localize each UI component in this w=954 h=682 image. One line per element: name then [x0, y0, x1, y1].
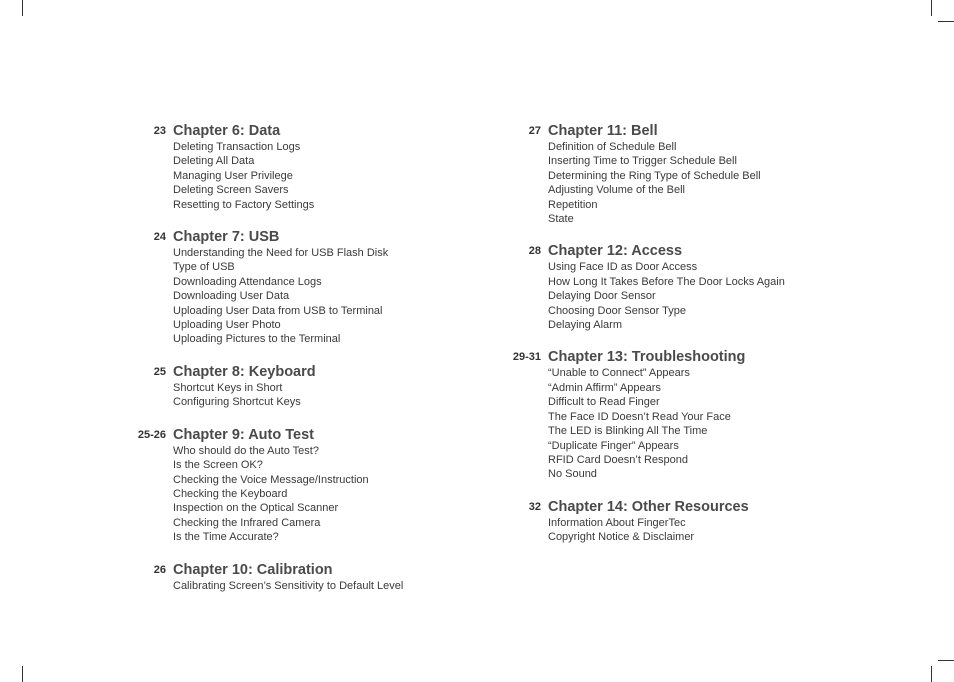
toc-item[interactable]: Uploading User Data from USB to Terminal	[173, 304, 383, 317]
page-number: 25-26	[137, 428, 166, 441]
toc-item[interactable]: Using Face ID as Door Access	[548, 261, 698, 274]
toc-item[interactable]: Delaying Alarm	[548, 319, 622, 332]
crop-mark-bottom-left	[22, 666, 23, 682]
toc-item[interactable]: Information About FingerTec	[548, 516, 686, 529]
toc-item[interactable]: RFID Card Doesn’t Respond	[548, 453, 689, 466]
toc-item[interactable]: Configuring Shortcut Keys	[173, 396, 301, 409]
toc-chapter-11[interactable]	[505, 121, 835, 226]
page-number: 29-31	[512, 351, 541, 364]
chapter-title[interactable]: Chapter 12: Access	[548, 243, 683, 260]
chapter-title[interactable]: Chapter 11: Bell	[548, 123, 658, 139]
toc-item[interactable]: Checking the Voice Message/Instruction	[173, 473, 369, 486]
toc-item[interactable]: Copyright Notice & Disclaimer	[548, 531, 695, 544]
page-number: 25	[153, 365, 166, 378]
toc-chapter-13[interactable]	[505, 347, 835, 481]
toc-item[interactable]: Definition of Schedule Bell	[548, 141, 677, 153]
toc-item[interactable]: Understanding the Need for USB Flash Disk	[173, 247, 389, 260]
crop-mark-bottom-right-vertical	[931, 666, 932, 682]
chapter-title[interactable]: Chapter 7: USB	[173, 229, 280, 246]
chapter-title[interactable]: Chapter 14: Other Resources	[548, 498, 749, 515]
toc-item[interactable]: Inserting Time to Trigger Schedule Bell	[548, 155, 737, 168]
toc-chapter-8[interactable]	[130, 362, 460, 410]
toc-item[interactable]: The LED is Blinking All The Time	[548, 425, 708, 438]
toc-item[interactable]: Is the Screen OK?	[173, 459, 263, 472]
toc-item[interactable]: Managing User Privilege	[173, 169, 293, 182]
toc-chapter-6[interactable]	[130, 121, 460, 212]
toc-item[interactable]: Determining the Ring Type of Schedule Bell	[548, 169, 761, 182]
toc-item[interactable]: Difficult to Read Finger	[548, 396, 660, 409]
toc-item[interactable]: Downloading Attendance Logs	[173, 275, 322, 288]
page-number: 23	[153, 125, 166, 137]
toc-chapter-9[interactable]	[130, 425, 460, 545]
chapter-title[interactable]: Chapter 6: Data	[173, 123, 281, 139]
chapter-title[interactable]: Chapter 8: Keyboard	[173, 363, 316, 380]
toc-chapter-14[interactable]	[505, 497, 835, 545]
toc-item[interactable]: Checking the Infrared Camera	[173, 516, 321, 529]
toc-item[interactable]: The Face ID Doesn’t Read Your Face	[548, 410, 731, 423]
toc-item[interactable]: Shortcut Keys in Short	[173, 381, 283, 394]
toc-chapter-12[interactable]	[505, 241, 835, 332]
toc-item[interactable]: Deleting Transaction Logs	[173, 141, 301, 153]
toc-item[interactable]: How Long It Takes Before The Door Locks Again	[548, 275, 785, 288]
crop-mark-top-right-vertical	[931, 0, 932, 16]
chapter-title[interactable]: Chapter 9: Auto Test	[173, 426, 314, 443]
page-number: 28	[528, 245, 541, 258]
toc-right-column	[505, 120, 835, 545]
crop-mark-top-right-horizontal	[938, 21, 954, 22]
toc-item[interactable]: Uploading User Photo	[173, 319, 281, 332]
page-number: 27	[528, 125, 541, 137]
toc-item[interactable]: Choosing Door Sensor Type	[548, 304, 686, 317]
page-number: 32	[528, 500, 541, 513]
toc-item[interactable]: Uploading Pictures to the Terminal	[173, 333, 341, 346]
toc-chapter-10[interactable]	[130, 560, 460, 593]
toc-item[interactable]: Checking the Keyboard	[173, 487, 288, 500]
crop-mark-bottom-right-horizontal	[938, 660, 954, 661]
toc-item[interactable]: No Sound	[548, 468, 597, 481]
page-number: 24	[153, 231, 166, 244]
toc-item[interactable]: “Duplicate Finger” Appears	[548, 439, 679, 452]
toc-item[interactable]: Who should do the Auto Test?	[173, 444, 319, 457]
toc-item[interactable]: Delaying Door Sensor	[548, 290, 656, 303]
toc-item[interactable]: Calibrating Screen’s Sensitivity to Default Level	[173, 579, 404, 592]
toc-item[interactable]: Inspection on the Optical Scanner	[173, 502, 339, 515]
toc-item[interactable]: State	[548, 213, 574, 226]
chapter-title[interactable]: Chapter 13: Troubleshooting	[548, 349, 746, 366]
toc-left-column	[130, 120, 460, 593]
toc-item[interactable]: “Unable to Connect” Appears	[548, 367, 690, 380]
toc-item[interactable]: Repetition	[548, 198, 598, 211]
toc-item[interactable]: Downloading User Data	[173, 290, 290, 303]
toc-item[interactable]: Deleting Screen Savers	[173, 184, 289, 197]
toc-item[interactable]: Is the Time Accurate?	[173, 531, 279, 544]
toc-item[interactable]: Deleting All Data	[173, 155, 255, 168]
page-number: 26	[153, 563, 166, 576]
toc-item[interactable]: Type of USB	[173, 261, 235, 274]
crop-mark-top-left	[22, 0, 23, 16]
toc-item[interactable]: Adjusting Volume of the Bell	[548, 184, 685, 197]
chapter-title[interactable]: Chapter 10: Calibration	[173, 561, 333, 578]
toc-chapter-7[interactable]	[130, 227, 460, 347]
toc-item[interactable]: “Admin Affirm” Appears	[548, 381, 661, 394]
toc-item[interactable]: Resetting to Factory Settings	[173, 198, 315, 211]
